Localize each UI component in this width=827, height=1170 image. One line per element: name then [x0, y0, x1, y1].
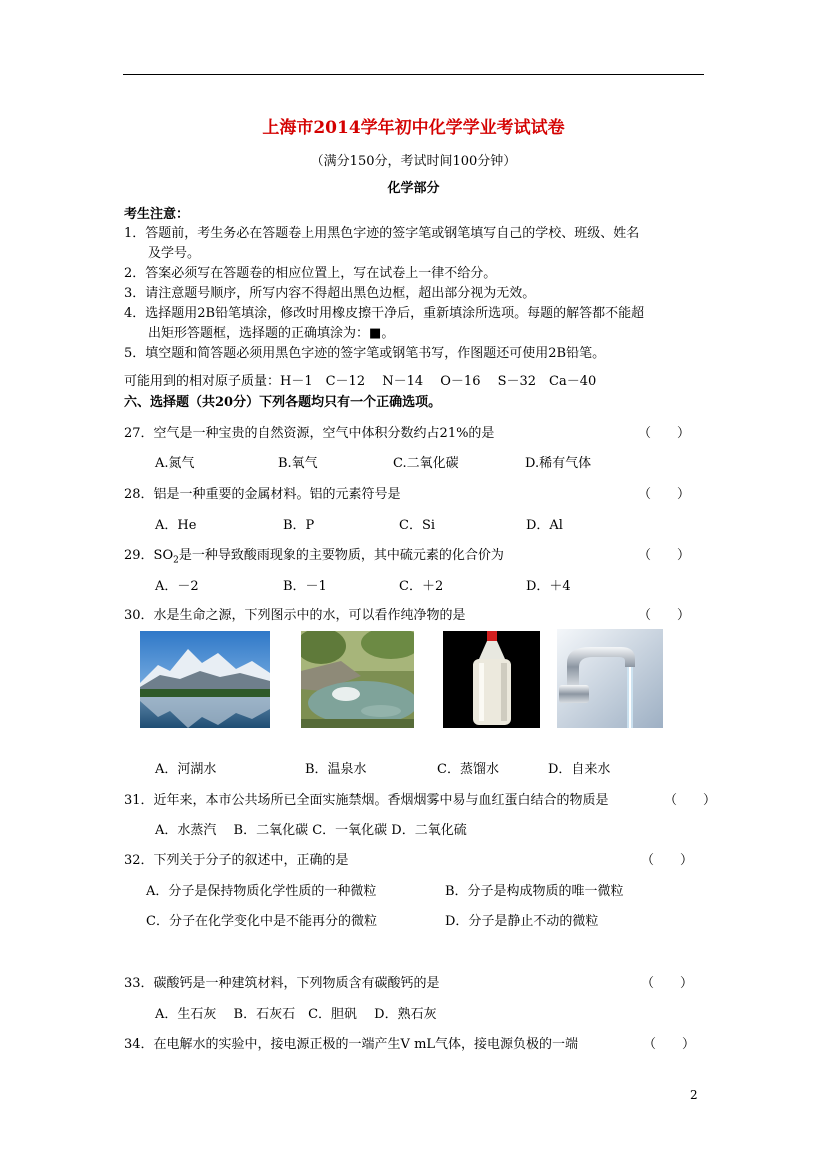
notice-item-3: 3．请注意题号顺序，所写内容不得超出黑色边框，超出部分视为无效。: [124, 286, 536, 301]
notice-item-1-cont: 及学号。: [148, 246, 201, 261]
question-29-stem: [124, 544, 504, 566]
question-30-option-b: B．温泉水: [305, 762, 367, 777]
question-31-options: A．水蒸汽 B．二氧化碳 C．一氧化碳 D．二氧化硫: [155, 823, 467, 838]
notice-item-4-text: 出矩形答题框，选择题的正确填涂为：: [148, 326, 370, 341]
question-30-option-d: D．自来水: [548, 762, 611, 777]
notice-item-4: 4．选择题用2B铅笔填涂，修改时用橡皮擦干净后，重新填涂所选项。每题的解答都不能超: [124, 306, 645, 321]
question-28-stem: 28．铝是一种重要的金属材料。铝的元素符号是: [124, 487, 401, 502]
question-30-stem: 30．水是生命之源，下列图示中的水，可以看作纯净物的是: [124, 608, 466, 623]
question-34-answer-blank: （ ）: [643, 1037, 696, 1052]
notice-item-5: 5．填空题和简答题必须用黑色字迹的签字笔或钢笔书写，作图题还可使用2B铅笔。: [124, 346, 606, 361]
notice-item-4-cont: [148, 322, 394, 341]
question-27-answer-blank: （ ）: [638, 426, 691, 441]
question-27-option-c: C.二氧化碳: [393, 456, 459, 471]
question-32-answer-blank: （ ）: [641, 853, 694, 868]
notice-item-1: 1．答题前，考生务必在答题卷上用黑色字迹的签字笔或钢笔填写自己的学校、班级、姓名: [124, 226, 640, 241]
question-33-options: A．生石灰 B．石灰石 C．胆矾 D．熟石灰: [155, 1007, 437, 1022]
question-29-option-a: A．－2: [155, 579, 199, 594]
header-rule: [123, 74, 704, 75]
question-33-answer-blank: （ ）: [641, 976, 694, 991]
page-number: 2: [690, 1088, 698, 1102]
exam-title: 上海市2014学年初中化学学业考试试卷: [262, 118, 565, 138]
question-33-stem: 33．碳酸钙是一种建筑材料，下列物质含有碳酸钙的是: [124, 976, 440, 991]
distilled-water-bottle-image: [443, 631, 540, 728]
notice-item-4-period: 。: [381, 326, 395, 341]
question-32-option-c: C．分子在化学变化中是不能再分的微粒: [146, 914, 377, 929]
exam-subtitle: （满分150分，考试时间100分钟）: [310, 154, 517, 169]
question-27-option-b: B.氧气: [278, 456, 318, 471]
question-29-stem-sub: 2: [173, 555, 179, 566]
notice-heading: 考生注意：: [124, 207, 190, 222]
question-27-option-a: A.氮气: [155, 456, 195, 471]
question-28-option-c: C．Si: [399, 518, 436, 533]
atomic-masses: 可能用到的相对原子质量：H－1 C－12 N－14 O－16 S－32 Ca－40: [124, 374, 597, 389]
notice-item-2: 2．答案必须写在答题卷的相应位置上，写在试卷上一律不给分。: [124, 266, 497, 281]
filled-mark-icon: ■: [369, 326, 382, 341]
question-29-option-b: B．－1: [283, 579, 327, 594]
tap-water-faucet-image: [557, 629, 663, 728]
question-32-option-a: A．分子是保持物质化学性质的一种微粒: [146, 884, 377, 899]
question-31-stem: 31．近年来，本市公共场所已全面实施禁烟。香烟烟雾中易与血红蛋白结合的物质是: [124, 793, 609, 808]
hot-spring-image: [301, 631, 414, 728]
question-27-stem: 27．空气是一种宝贵的自然资源，空气中体积分数约占21%的是: [124, 426, 495, 441]
lake-mountain-image: [140, 631, 270, 728]
question-29-option-d: D．＋4: [526, 579, 571, 594]
question-29-option-c: C．＋2: [399, 579, 444, 594]
part-heading: 化学部分: [387, 181, 440, 196]
question-32-option-d: D．分子是静止不动的微粒: [445, 914, 599, 929]
question-29-stem-post: 是一种导致酸雨现象的主要物质，其中硫元素的化合价为: [178, 548, 504, 563]
question-28-option-d: D．Al: [526, 518, 563, 533]
question-28-option-a: A．He: [155, 518, 197, 533]
question-32-stem: 32．下列关于分子的叙述中，正确的是: [124, 853, 349, 868]
question-30-option-c: C．蒸馏水: [437, 762, 499, 777]
question-29-answer-blank: （ ）: [638, 548, 691, 563]
question-34-stem: 34．在电解水的实验中，接电源正极的一端产生V mL气体，接电源负极的一端: [124, 1037, 579, 1052]
section-heading: 六、选择题（共20分）下列各题均只有一个正确选项。: [124, 395, 442, 410]
question-28-option-b: B．P: [283, 518, 315, 533]
question-30-option-a: A．河湖水: [155, 762, 217, 777]
question-28-answer-blank: （ ）: [638, 487, 691, 502]
question-31-answer-blank: （ ）: [664, 793, 717, 808]
question-32-option-b: B．分子是构成物质的唯一微粒: [445, 884, 624, 899]
question-29-stem-pre: 29．SO: [124, 548, 174, 563]
question-30-answer-blank: （ ）: [638, 608, 691, 623]
question-27-option-d: D.稀有气体: [525, 456, 592, 471]
